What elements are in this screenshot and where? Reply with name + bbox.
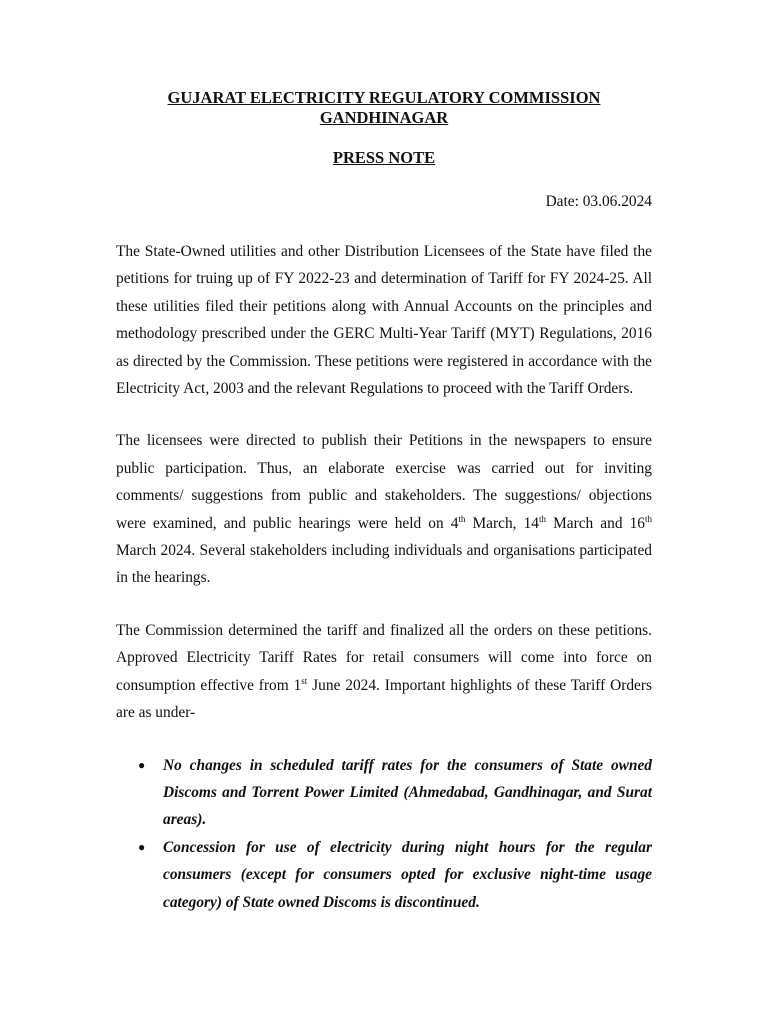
document-date: Date: 03.06.2024: [545, 193, 652, 210]
paragraph-public-participation: [116, 427, 652, 591]
bullet-icon: ●: [138, 757, 146, 772]
paragraph-petitions: The State-Owned utilities and other Distribution Licensees of the State have filed the petitions for truing up of FY 2022-23 and determination of Tariff for FY 2024-25. All these utilities filed their petitions along with Annual Accounts on the principles and methodology prescribed under the GERC Multi-Year Tariff (MYT) Regulations, 2016 as directed by the Commission. These petitions were registered in accordance with the Electricity Act, 2003 and the relevant Regulations to proceed with the Tariff Orders.: [116, 243, 652, 398]
commission-title: [116, 88, 652, 128]
paragraph-text: March, 14: [465, 514, 539, 532]
paragraph-tariff-determination: [116, 617, 652, 727]
highlight-text: Concession for use of electricity during night hours for the regular consumers (except for consumers opted for exclusive night-time usage category) of State owned Discoms is discontinued.: [163, 838, 652, 911]
bullet-icon: ●: [138, 839, 146, 854]
paragraph-text: June 2024. Important highlights of these Tariff Orders are as under-: [116, 676, 652, 722]
highlight-item: [116, 834, 652, 916]
commission-city: GANDHINAGAR: [319, 108, 449, 127]
document-type-heading: PRESS NOTE: [332, 148, 436, 167]
paragraph-text: The licensees were directed to publish their Petitions in the newspapers to ensure public participation. Thus, an elaborate exercise was carried out for inviting comments/ suggestions from public and stakeholders. The suggestions/ objections were examined, and public hearings were held on 4: [116, 432, 652, 532]
ordinal-suffix: th: [644, 513, 652, 524]
highlight-text: No changes in scheduled tariff rates for the consumers of State owned Discoms and Torrent Power Limited (Ahmedabad, Gandhinagar, and Surat areas).: [163, 756, 652, 829]
paragraph-text: March 2024. Several stakeholders including individuals and organisations participated in the hearings.: [116, 542, 652, 587]
paragraph-text: March and 16: [546, 514, 645, 532]
commission-name: GUJARAT ELECTRICITY REGULATORY COMMISSION: [167, 88, 601, 107]
paragraph-text: The Commission determined the tariff and finalized all the orders on these petitions. Approved Electricity Tariff Rates for retail consumers will come into force on consumption effective from 1: [116, 621, 652, 694]
highlights-list: [116, 752, 652, 916]
ordinal-suffix: th: [538, 513, 546, 524]
ordinal-suffix: th: [458, 513, 466, 524]
highlight-item: [116, 752, 652, 834]
ordinal-suffix: st: [301, 675, 308, 686]
